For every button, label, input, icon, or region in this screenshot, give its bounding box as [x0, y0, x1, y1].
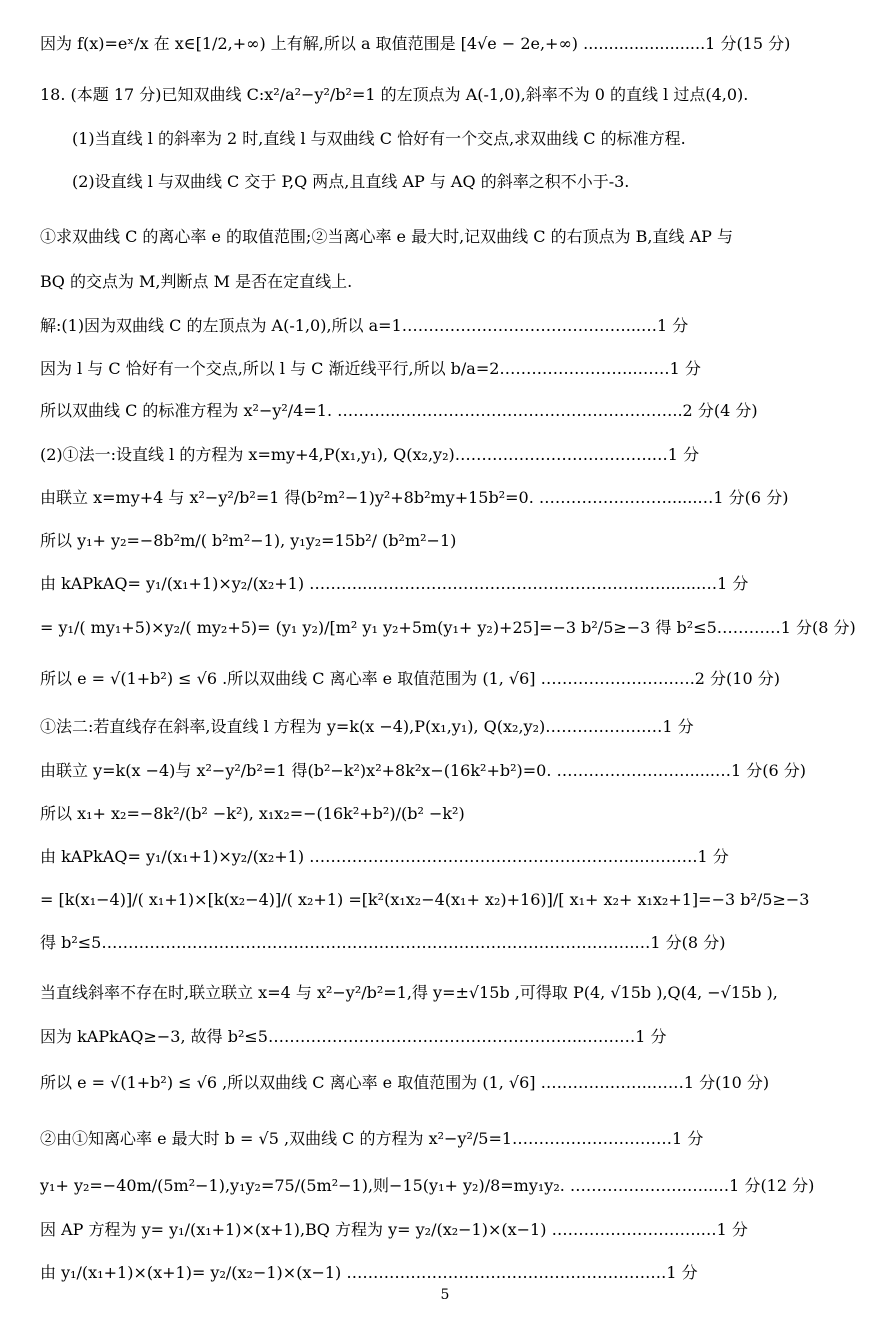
text-line-12: 所以 y₁+ y₂=−8b²m/( b²m²−1), y₁y₂=15b²/ (b²m²−1)	[40, 531, 457, 550]
text-line-14: = y₁/( my₁+5)×y₂/( my₂+5)= (y₁ y₂)/[m² y₁ y₂+5m(y₁+ y₂)+25]=−3 b²/5≥−3 得 b²≤5…………1 分(8 分)	[40, 618, 856, 637]
text-line-3: (1)当直线 l 的斜率为 2 时,直线 l 与双曲线 C 恰好有一个交点,求双曲线 C 的标准方程.	[72, 129, 686, 148]
text-line-20: = [k(x₁−4)]/( x₁+1)×[k(x₂−4)]/( x₂+1) =[k²(x₁x₂−4(x₁+ x₂)+16)]/[ x₁+ x₂+ x₁x₂+1]=−3 b²/5≥−3	[40, 890, 810, 909]
text-line-13: 由 kAPkAQ= y₁/(x₁+1)×y₂/(x₂+1) ………...………………………………………………........…1 分	[40, 574, 749, 593]
text-line-5: ①求双曲线 C 的离心率 e 的取值范围;②当离心率 e 最大时,记双曲线 C 的右顶点为 B,直线 AP 与	[40, 227, 734, 246]
page-number: 5	[440, 1287, 450, 1303]
text-line-15: 所以 e = √(1+b²) ≤ √6 .所以双曲线 C 离心率 e 取值范围为 (1, √6] …………………….….2 分(10 分)	[40, 669, 780, 688]
text-line-23: 因为 kAPkAQ≥−3, 故得 b²≤5…………………………………………………...………1 分	[40, 1027, 667, 1046]
text-line-8: 因为 l 与 C 恰好有一个交点,所以 l 与 C 渐近线平行,所以 b/a=2……………………..……1 分	[40, 359, 701, 378]
text-line-24: 所以 e = √(1+b²) ≤ √6 ,所以双曲线 C 离心率 e 取值范围为 (1, √6] ………….……..……1 分(10 分)	[40, 1073, 770, 1092]
text-line-26: y₁+ y₂=−40m/(5m²−1),y₁y₂=75/(5m²−1),则−15(y₁+ y₂)/8=my₁y₂. ………………….…..…1 分(12 分)	[40, 1176, 815, 1195]
text-line-1: 因为 f(x)=eˣ/x 在 x∈[1/2,+∞) 上有解,所以 a 取值范围是 [4√e − 2e,+∞) ........................1 分(15 分)	[40, 34, 791, 53]
text-line-18: 所以 x₁+ x₂=−8k²/(b² −k²), x₁x₂=−(16k²+b²)/(b² −k²)	[40, 804, 465, 823]
text-line-11: 由联立 x=my+4 与 x²−y²/b²=1 得(b²m²−1)y²+8b²my+15b²=0. ……………………......…1 分(6 分)	[40, 488, 789, 507]
text-line-6: BQ 的交点为 M,判断点 M 是否在定直线上.	[40, 272, 353, 291]
text-line-19: 由 kAPkAQ= y₁/(x₁+1)×y₂/(x₂+1) ……………………………………………………...……….1 分	[40, 847, 729, 866]
text-line-25: ②由①知离心率 e 最大时 b = √5 ,双曲线 C 的方程为 x²−y²/5=1…………………………1 分	[40, 1129, 704, 1148]
text-line-27: 因 AP 方程为 y= y₁/(x₁+1)×(x+1),BQ 方程为 y= y₂/(x₂−1)×(x−1) ……………………….…1 分	[40, 1220, 748, 1239]
text-line-22: 当直线斜率不存在时,联立联立 x=4 与 x²−y²/b²=1,得 y=±√15b ,可得取 P(4, √15b ),Q(4, −√15b ),	[40, 983, 778, 1002]
text-line-4: (2)设直线 l 与双曲线 C 交于 P,Q 两点,且直线 AP 与 AQ 的斜率之积不小于-3.	[72, 172, 630, 191]
text-line-10: (2)①法一:设直线 l 的方程为 x=my+4,P(x₁,y₁), Q(x₂,y₂)……………………………….…1 分	[40, 445, 700, 464]
text-line-2: 18. (本题 17 分)已知双曲线 C:x²/a²−y²/b²=1 的左顶点为 A(-1,0),斜率不为 0 的直线 l 过点(4,0).	[40, 85, 749, 104]
text-line-16: ①法二:若直线存在斜率,设直线 l 方程为 y=k(x −4),P(x₁,y₁), Q(x₂,y₂)……………….…1 分	[40, 717, 694, 736]
text-line-28: 由 y₁/(x₁+1)×(x+1)= y₂/(x₂−1)×(x−1) ……………………………………………………1 分	[40, 1263, 698, 1282]
text-line-7: 解:(1)因为双曲线 C 的左顶点为 A(-1,0),所以 a=1……………………………………...…1 分	[40, 316, 689, 335]
text-line-9: 所以双曲线 C 的标准方程为 x²−y²/4=1. ………...……………………………………………..2 分(4 分)	[40, 401, 758, 420]
text-line-17: 由联立 y=k(x −4)与 x²−y²/b²=1 得(b²−k²)x²+8k²x−(16k²+b²)=0. ……………………......…1 分(6 分)	[40, 761, 807, 780]
text-line-21: 得 b²≤5……………………………………………………………………………………….…1 分(8 分)	[40, 933, 726, 952]
